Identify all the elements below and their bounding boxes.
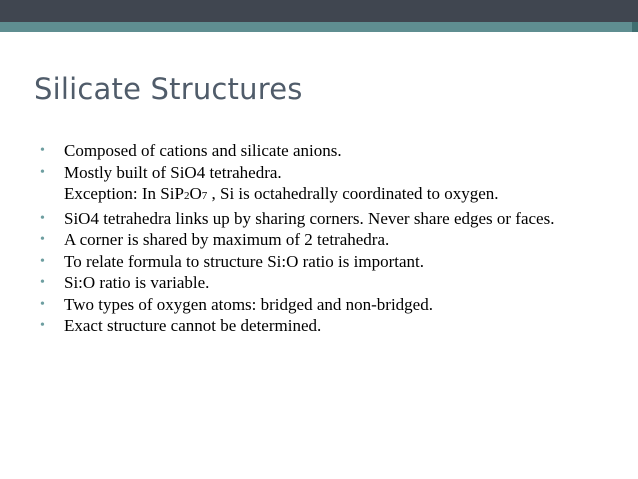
bullet-item (38, 315, 628, 337)
exception-text-mid: O (189, 184, 202, 203)
bullet-item (38, 272, 628, 294)
bullet-item (38, 162, 628, 184)
bullet-icon: • (40, 232, 45, 247)
bullet-text: A corner is shared by maximum of 2 tetrahedra. (64, 230, 390, 249)
subscript-7: 7 (201, 190, 208, 202)
bullet-icon: • (40, 210, 45, 226)
exception-text-post: , Si is octahedrally coordinated to oxygen. (207, 184, 499, 203)
header-bar-dark (0, 0, 638, 22)
bullet-icon: • (40, 143, 45, 158)
bullet-text: Composed of cations and silicate anions. (64, 141, 342, 160)
bullet-text: SiO4 tetrahedra links up by sharing corners. Never share edges or faces. (64, 208, 555, 228)
bullet-text: Exact structure cannot be determined. (64, 316, 322, 335)
slide-title: Silicate Structures (34, 72, 303, 106)
bullet-text: Mostly built of SiO4 tetrahedra. (64, 162, 282, 182)
bullet-continuation (38, 183, 628, 208)
exception-text-pre: Exception: In SiP (64, 184, 184, 203)
bullet-icon: • (40, 296, 45, 312)
bullet-text: Two types of oxygen atoms: bridged and non-bridged. (64, 294, 433, 314)
bullet-icon: • (40, 318, 45, 333)
bullet-icon: • (40, 164, 45, 180)
header-bar-teal (0, 22, 638, 32)
subscript-2: 2 (183, 190, 190, 202)
bullet-item (38, 251, 628, 273)
bullet-text: Si:O ratio is variable. (64, 273, 210, 292)
header-bar-teal-end (632, 22, 638, 32)
bullet-text: To relate formula to structure Si:O ratio is important. (64, 251, 424, 271)
bullet-icon: • (40, 253, 45, 269)
bullet-icon: • (40, 275, 45, 290)
bullet-item (38, 140, 628, 162)
bullet-list (38, 140, 628, 337)
bullet-item (38, 229, 628, 251)
bullet-item (38, 208, 628, 230)
bullet-item (38, 294, 628, 316)
